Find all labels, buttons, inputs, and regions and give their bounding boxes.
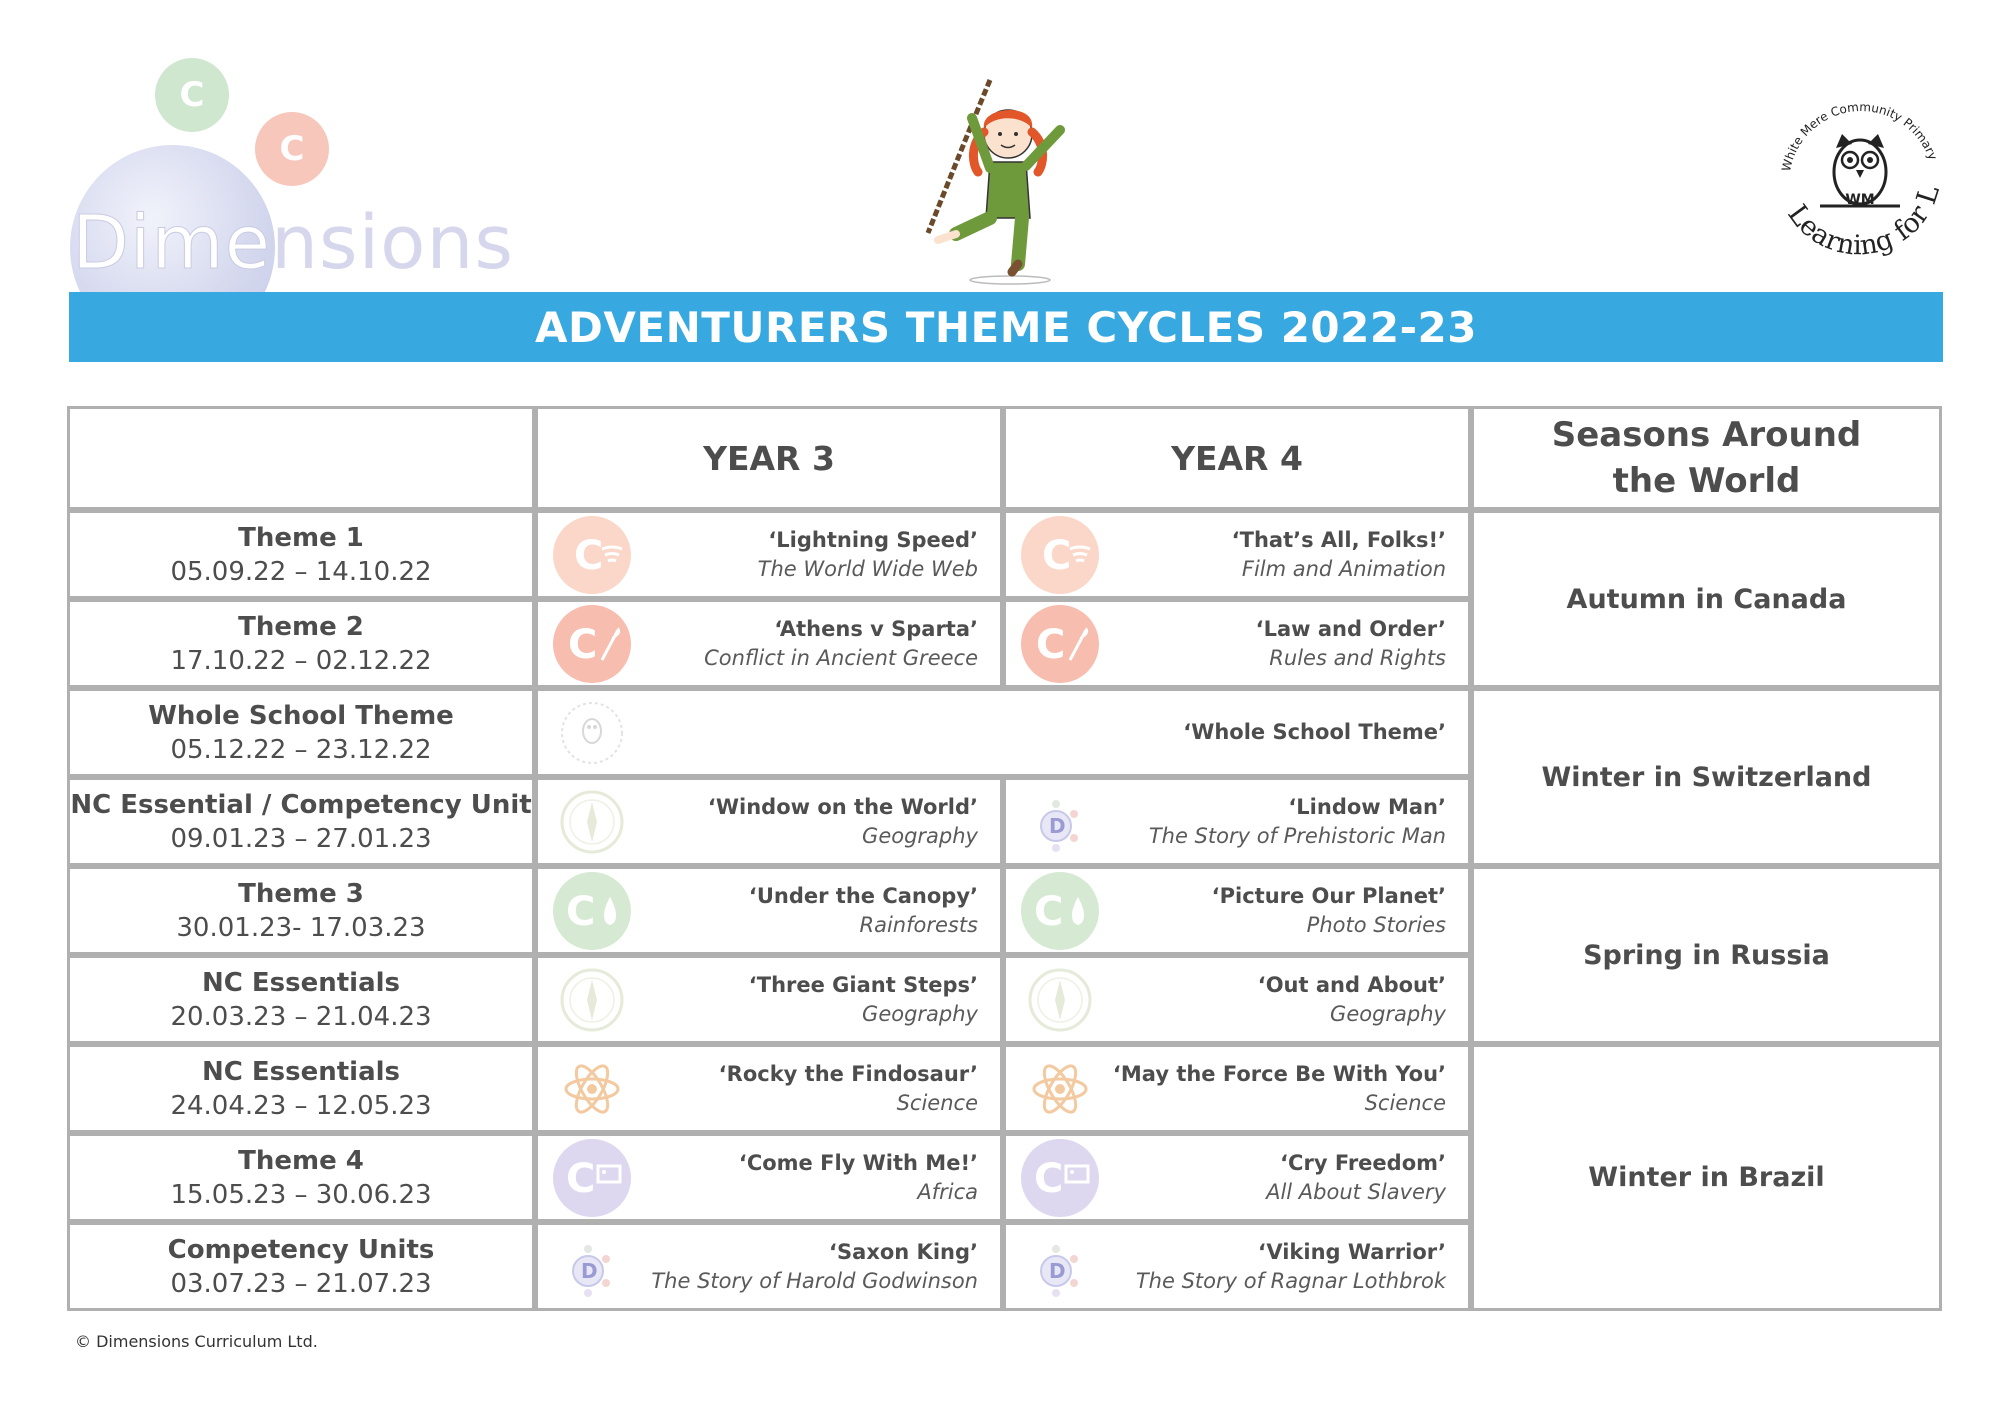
school-name: White Mere Community Primary: [1779, 99, 1940, 173]
row-label: Theme 4 15.05.23 – 30.06.23: [67, 1133, 535, 1222]
page-title: ADVENTURERS THEME CYCLES 2022-23: [535, 302, 1477, 352]
school-owl-icon: [552, 693, 632, 773]
arts-frame-icon: [552, 1138, 632, 1218]
row-label: Whole School Theme 05.12.22 – 23.12.22: [67, 688, 535, 777]
theme-cell: ‘Three Giant Steps’ Geography: [535, 955, 1003, 1044]
theme-cell: C ‘Under the Canopy’ Rainforests: [535, 866, 1003, 955]
svg-text:C: C: [574, 532, 604, 579]
history-quill-icon: [552, 604, 632, 684]
theme-cell: C ‘Law and Order’ Rules and Rights: [1003, 599, 1471, 688]
svg-text:C: C: [566, 888, 596, 935]
dimensions-d-icon: [1020, 1227, 1100, 1307]
svg-text:D: D: [1049, 813, 1066, 838]
theme-cell: C ‘Come Fly With Me!’ Africa: [535, 1133, 1003, 1222]
theme-cell: ‘May the Force Be With You’ Science: [1003, 1044, 1471, 1133]
theme-cell: C ‘Athens v Sparta’ Conflict in Ancient Greece: [535, 599, 1003, 688]
dimensions-d-icon: [552, 1227, 632, 1307]
school-initials: WM: [1845, 192, 1875, 208]
arts-frame-icon: [1020, 1138, 1100, 1218]
compass-icon: [552, 782, 632, 862]
copyright-footer: © Dimensions Curriculum Ltd.: [75, 1332, 318, 1351]
row-label: NC Essentials 20.03.23 – 21.04.23: [67, 955, 535, 1044]
theme-cell: D ‘Viking Warrior’ The Story of Ragnar Lothbrok: [1003, 1222, 1471, 1311]
svg-text:C: C: [1042, 532, 1072, 579]
dimensions-d-icon: [1020, 782, 1100, 862]
row-label: Competency Units 03.07.23 – 21.07.23: [67, 1222, 535, 1311]
dimensions-wordmark: Dimensions: [72, 200, 514, 286]
row-label: NC Essentials 24.04.23 – 12.05.23: [67, 1044, 535, 1133]
theme-cell: ‘Rocky the Findosaur’ Science: [535, 1044, 1003, 1133]
svg-text:C: C: [1034, 1155, 1064, 1202]
theme-cell: D ‘Lindow Man’ The Story of Prehistoric Man: [1003, 777, 1471, 866]
theme-cell: C ‘Cry Freedom’ All About Slavery: [1003, 1133, 1471, 1222]
svg-text:C: C: [1036, 621, 1066, 668]
geography-drop-icon: [552, 871, 632, 951]
row-label: Theme 3 30.01.23- 17.03.23: [67, 866, 535, 955]
season-cell: Winter in Switzerland: [1471, 688, 1942, 866]
svg-text:D: D: [581, 1258, 598, 1283]
atom-icon: [552, 1049, 632, 1129]
atom-icon: [1020, 1049, 1100, 1129]
history-quill-icon: [1020, 604, 1100, 684]
header-seasons: Seasons Around the World: [1471, 406, 1942, 510]
history-bubble-icon: C: [255, 112, 329, 186]
svg-text:C: C: [1034, 888, 1064, 935]
row-label: NC Essential / Competency Unit 09.01.23 – 27.01.23: [67, 777, 535, 866]
season-cell: Spring in Russia: [1471, 866, 1942, 1044]
header-year-3: YEAR 3: [535, 406, 1003, 510]
row-label: Theme 2 17.10.22 – 02.12.22: [67, 599, 535, 688]
row-label: Theme 1 05.09.22 – 14.10.22: [67, 510, 535, 599]
school-logo: [1760, 62, 1960, 282]
school-motto: Learning for L: [1781, 181, 1946, 262]
theme-cell: C ‘Lightning Speed’ The World Wide Web: [535, 510, 1003, 599]
geography-drop-icon: [1020, 871, 1100, 951]
table-header-blank: [67, 406, 535, 510]
whole-school-theme-cell: ‘Whole School Theme’: [535, 688, 1471, 777]
dimensions-logo: [60, 50, 514, 290]
title-banner: [69, 292, 1943, 362]
header-year-4: YEAR 4: [1003, 406, 1471, 510]
theme-cell: D ‘Saxon King’ The Story of Harold Godwinson: [535, 1222, 1003, 1311]
theme-cell: ‘Out and About’ Geography: [1003, 955, 1471, 1044]
theme-cell: ‘Window on the World’ Geography: [535, 777, 1003, 866]
geography-bubble-icon: C: [155, 58, 229, 132]
adventurer-mascot-icon: [910, 68, 1110, 288]
svg-text:D: D: [1049, 1258, 1066, 1283]
svg-text:C: C: [566, 1155, 596, 1202]
computing-wifi-icon: [1020, 515, 1100, 595]
theme-cell: C ‘That’s All, Folks!’ Film and Animation: [1003, 510, 1471, 599]
season-cell: Autumn in Canada: [1471, 510, 1942, 688]
computing-wifi-icon: [552, 515, 632, 595]
svg-text:C: C: [568, 621, 598, 668]
season-cell: Winter in Brazil: [1471, 1044, 1942, 1311]
compass-icon: [552, 960, 632, 1040]
compass-icon: [1020, 960, 1100, 1040]
theme-cycles-table: [67, 406, 1942, 1311]
theme-cell: C ‘Picture Our Planet’ Photo Stories: [1003, 866, 1471, 955]
